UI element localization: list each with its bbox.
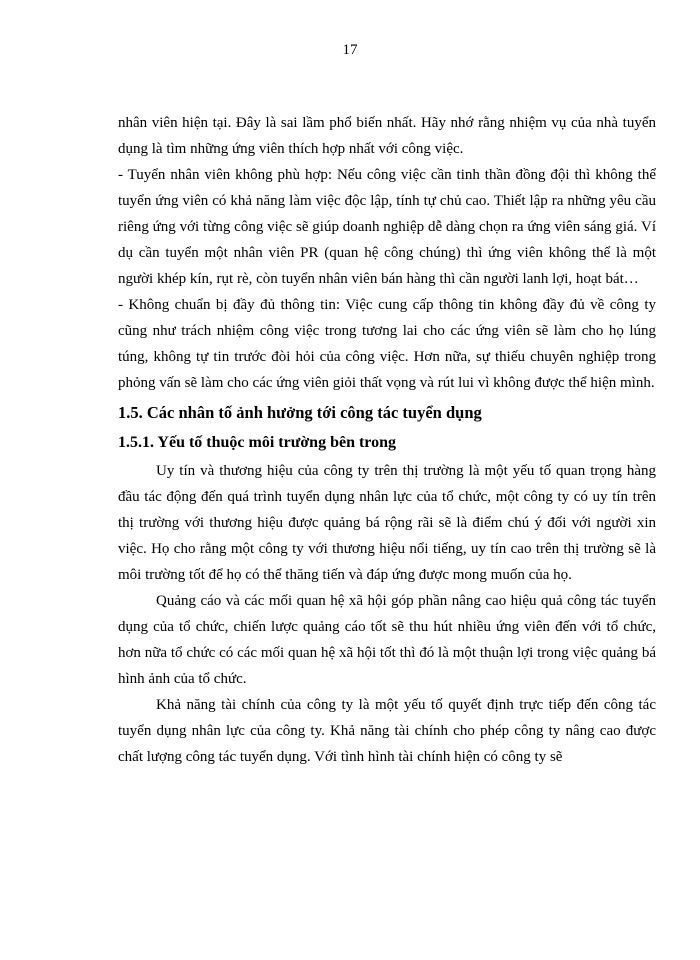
paragraph-continuation: nhân viên hiện tại. Đây là sai lầm phổ biến nhất. Hãy nhớ rằng nhiệm vụ của nhà tuyển dụng là tìm những ứng viên thích hợp nhất với công việc. (118, 115, 656, 157)
paragraph-reputation: Uy tín và thương hiệu của công ty trên thị trường là một yếu tố quan trọng hàng đầu tác động đến quá trình tuyển dụng nhân lực của tổ chức, một công ty có uy tín trên thị trường với thương hiệu được quảng bá rộng rãi sẽ là điểm chú ý đối với người xin việc. Họ cho rằng một công ty với thương hiệu nổi tiếng, uy tín cao trên thị trường sẽ là môi trường tốt để họ có thể thăng tiến và đáp ứng được mong muốn của họ. (118, 463, 656, 583)
section-heading: 1.5. Các nhân tố ảnh hưởng tới công tác tuyển dụng (118, 403, 482, 422)
page-number: 17 (342, 42, 358, 58)
paragraph-insufficient-info: - Không chuẩn bị đầy đủ thông tin: Việc cung cấp thông tin không đầy đủ về công ty cũng như trách nhiệm công việc trong tương lai cho các ứng viên sẽ làm cho họ lúng túng, không tự tin trước đòi hỏi của công việc. Hơn nữa, sự thiếu chuyên nghiệp trong phỏng vấn sẽ làm cho các ứng viên giỏi thất vọng và rút lui vì không được thể hiện mình. (118, 297, 656, 391)
paragraph-finance: Khả năng tài chính của công ty là một yếu tố quyết định trực tiếp đến công tác tuyển dụng nhân lực của công ty. Khả năng tài chính cho phép công ty nâng cao được chất lượng công tác tuyển dụng. Với tình hình tài chính hiện có công ty sẽ (118, 697, 656, 765)
page-body (118, 110, 656, 770)
subsection-heading: 1.5.1. Yếu tố thuộc môi trường bên trong (118, 434, 397, 451)
paragraph-unsuitable-hiring: - Tuyển nhân viên không phù hợp: Nếu công việc cần tinh thần đồng đội thì không thể tuyển ứng viên có khả năng làm việc độc lập, tính tự chủ cao. Thiết lập ra những yêu cầu riêng ứng với từng công việc sẽ giúp doanh nghiệp dễ dàng chọn ra ứng viên sáng giá. Ví dụ cần tuyển một nhân viên PR (quan hệ công chúng) thì ứng viên không thể là một người khép kín, rụt rè, còn tuyển nhân viên bán hàng thì cần người lanh lợi, hoạt bát… (118, 167, 656, 287)
paragraph-advertising: Quảng cáo và các mối quan hệ xã hội góp phần nâng cao hiệu quả công tác tuyển dụng của tổ chức, chiến lược quảng cáo tốt sẽ thu hút nhiều ứng viên đến với tổ chức, hơn nữa tổ chức có các mối quan hệ xã hội tốt thì đó là một thuận lợi trong việc quảng bá hình ảnh của tổ chức. (118, 593, 656, 687)
